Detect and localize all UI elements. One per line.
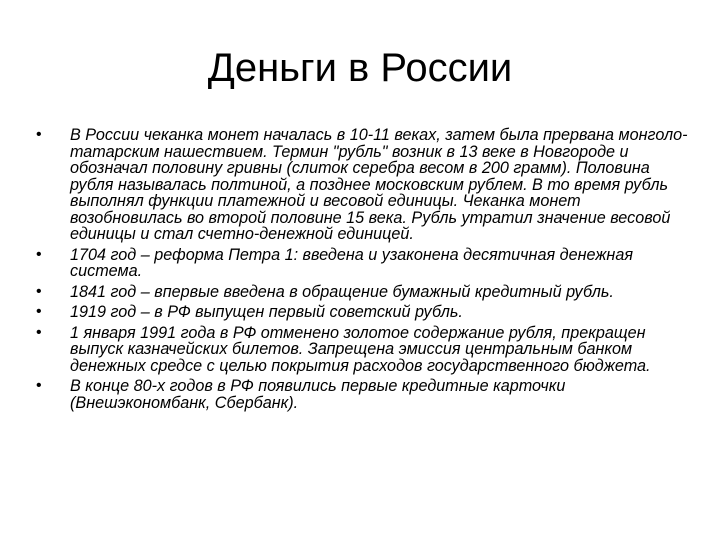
bullet-text: 1 января 1991 года в РФ отменено золотое содержание рубля, прекращен выпуск казначейских билетов. Запрещена эмиссия центральным банком денежных средсе с целью покрытия расходов государственного бюджета.: [70, 323, 651, 375]
bullet-list: [36, 127, 696, 415]
bullet-dot-icon: •: [36, 282, 42, 300]
bullet-text: 1919 год – в РФ выпущен первый советский рубль.: [70, 303, 463, 321]
bullet-item: [36, 325, 696, 375]
bullet-item: [36, 378, 696, 411]
bullet-text: В России чеканка монет началась в 10-11 веках, затем была прервана монголо-татарским нашествием. Термин "рубль" возник в 13 веке в Новгороде и обозначал половину гривны (слиток серебра весом в 200 грамм). Половина рубля называлась полтиной, а позднее московским рублем. В то время рубль выполнял функции платежной и весовой единицы. Чеканка монет возобновилась во второй половине 15 века. Рубль утратил значение весовой единицы и стал счетно-денежной единицей.: [70, 126, 688, 243]
bullet-dot-icon: •: [36, 323, 42, 341]
bullet-dot-icon: •: [36, 245, 42, 263]
bullet-dot-icon: •: [36, 377, 42, 394]
bullet-dot-icon: •: [36, 303, 42, 320]
bullet-item: [36, 304, 696, 321]
bullet-item: [36, 247, 696, 280]
bullet-item: [36, 284, 696, 301]
bullet-text: 1704 год – реформа Петра 1: введена и узаконена десятичная денежная система.: [70, 245, 633, 280]
bullet-text: В конце 80-х годов в РФ появились первые кредитные карточки (Внешэкономбанк, Сбербанк).: [70, 377, 566, 412]
bullet-text: 1841 год – впервые введена в обращение бумажный кредитный рубль.: [70, 282, 614, 301]
bullet-item: [36, 127, 696, 243]
slide-title: Деньги в России: [207, 46, 513, 90]
bullet-dot-icon: •: [36, 126, 42, 143]
